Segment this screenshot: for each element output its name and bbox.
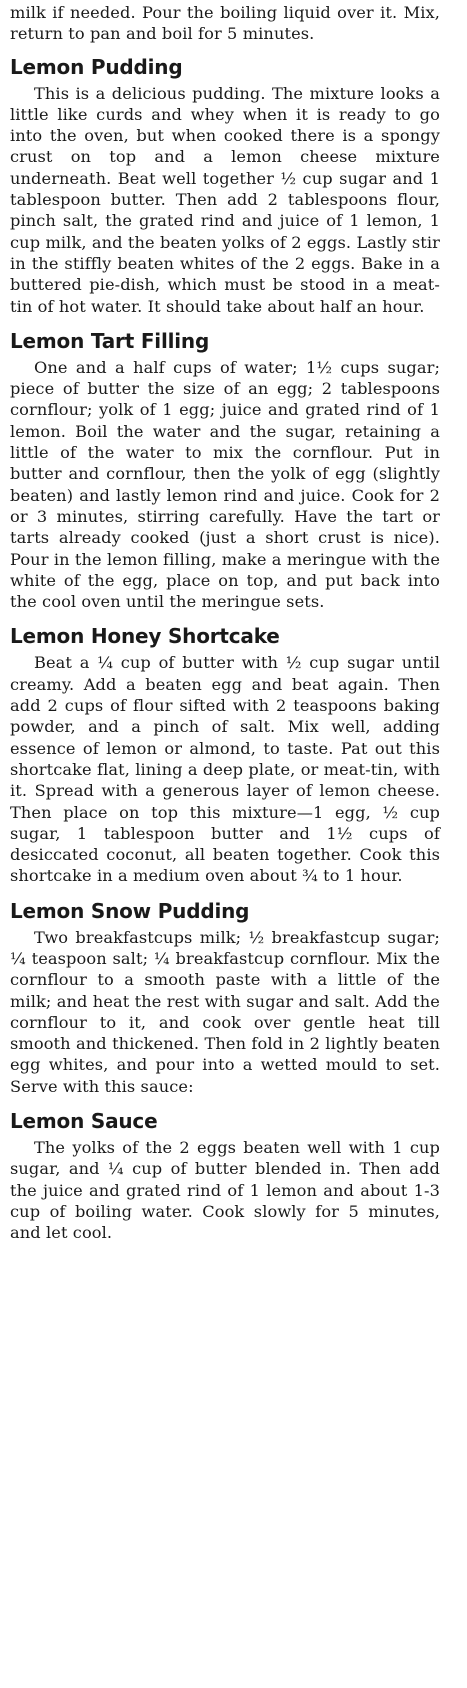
recipe-body-lemon-snow-pudding: Two breakfastcups milk; ½ breakfastcup sugar; ¼ teaspoon salt; ¼ breakfastcup cornflour. Mix the cornflour to a smooth paste with a little of the milk; and heat the rest with sugar and salt. Add the cornflour to it, and cook over gentle heat till smooth and thickened. Then fold in 2 lightly beaten egg whites, and pour into a wetted mould to set. Serve with this sauce: bbox=[10, 927, 440, 1096]
recipe-title-lemon-pudding: Lemon Pudding bbox=[10, 54, 183, 79]
recipe-title-lemon-honey-shortcake: Lemon Honey Shortcake bbox=[10, 624, 280, 649]
recipe-page bbox=[10, 2, 440, 1244]
recipe-title-lemon-snow-pudding: Lemon Snow Pudding bbox=[10, 898, 250, 923]
recipe-body-lemon-pudding: This is a delicious pudding. The mixture looks a little like curds and whey when it is ready to go into the oven, but when cooked there is a spongy crust on top and a lemon cheese mixture underneath. Beat well together ½ cup sugar and 1 tablespoon butter. Then add 2 tablespoons flour, pinch salt, the grated rind and juice of 1 lemon, 1 cup milk, and the beaten yolks of 2 eggs. Lastly stir in the stiffly beaten whites of the 2 eggs. Bake in a buttered pie-dish, which must be stood in a meat-tin of hot water. It should take about half an hour. bbox=[10, 83, 440, 316]
recipe-title-lemon-sauce: Lemon Sauce bbox=[10, 1109, 158, 1134]
recipe-title-lemon-tart-filling: Lemon Tart Filling bbox=[10, 328, 210, 353]
recipe-body-lemon-honey-shortcake: Beat a ¼ cup of butter with ½ cup sugar until creamy. Add a beaten egg and beat again. Then add 2 cups of flour sifted with 2 teaspoons baking powder, and a pinch of salt. Mix well, adding essence of lemon or almond, to taste. Pat out this shortcake flat, lining a deep plate, or meat-tin, with it. Spread with a generous layer of lemon cheese. Then place on top this mixture—1 egg, ½ cup sugar, 1 tablespoon butter and 1½ cups of desiccated coconut, all beaten together. Cook this shortcake in a medium oven about ¾ to 1 hour. bbox=[10, 653, 440, 886]
recipe-body-lemon-tart-filling: One and a half cups of water; 1½ cups sugar; piece of butter the size of an egg; 2 tablespoons cornflour; yolk of 1 egg; juice and grated rind of 1 lemon. Boil the water and the sugar, retaining a little of the water to mix the cornflour. Put in butter and cornflour, then the yolk of egg (slightly beaten) and lastly lemon rind and juice. Cook for 2 or 3 minutes, stirring carefully. Have the tart or tarts already cooked (just a short crust is nice). Pour in the lemon filling, make a meringue with the white of the egg, place on top, and put back into the cool oven until the meringue sets. bbox=[10, 357, 440, 612]
recipe-body-lemon-sauce: The yolks of the 2 eggs beaten well with 1 cup sugar, and ¼ cup of butter blended in. Then add the juice and grated rind of 1 lemon and about 1-3 cup of boiling water. Cook slowly for 5 minutes, and let cool. bbox=[10, 1138, 440, 1243]
intro-text: milk if needed. Pour the boiling liquid over it. Mix, return to pan and boil for 5 minutes. bbox=[10, 3, 440, 44]
